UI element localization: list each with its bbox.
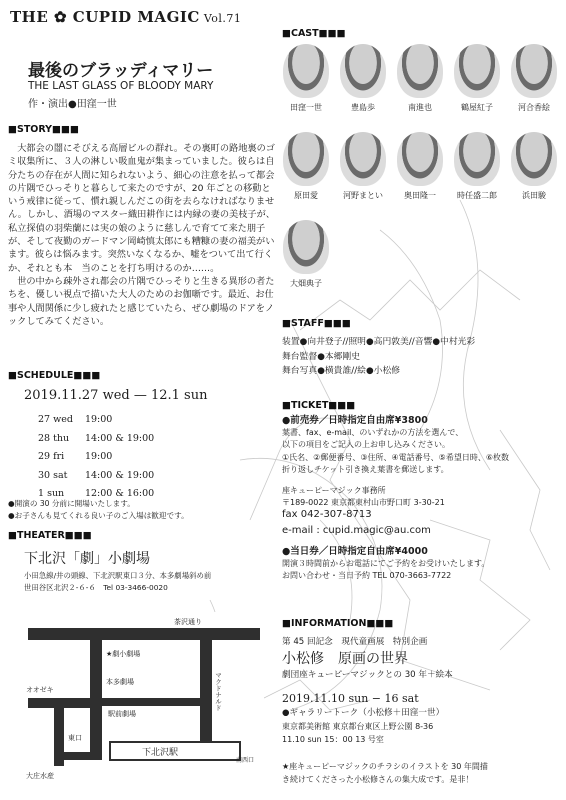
- staff-line: 装置●向井登子//照明●高円敦美//音響●中村光彩: [282, 337, 476, 347]
- theater-access: 小田急線/井の頭線、下北沢駅東口３分、本多劇場斜め前: [24, 571, 212, 580]
- cast-name: 大畑典子: [290, 279, 322, 288]
- ticket-door-text: 開演３時間前からお電話にてご予約をお受けいたします。: [282, 559, 490, 569]
- schedule-day: 28 thu: [38, 432, 70, 444]
- map-road: [102, 698, 200, 706]
- ticket-address: 〒189-0022 東京都東村山市野口町 3-30-21: [282, 498, 445, 508]
- info-subtitle: 第 45 回記念 現代童画展 特別企画: [282, 637, 428, 647]
- map-label-ekimae: 駅前劇場: [108, 710, 136, 718]
- map-label-minami: 南西口: [236, 757, 255, 764]
- ticket-advance-text: 葉書、fax、e-mail、のいずれかの方法を選んで、: [282, 428, 464, 438]
- ticket-door-contact: お問い合わせ・当日予約 TEL 070-3663-7722: [282, 571, 452, 581]
- cast-photo: [397, 132, 443, 186]
- story-heading: ■STORY■■■: [8, 124, 79, 135]
- map-label-oguchi: 大庄水産: [26, 772, 54, 780]
- schedule-notes: [8, 498, 189, 522]
- cast-member: [449, 44, 505, 113]
- map-label-street: 茶沢通り: [174, 618, 202, 626]
- cast-name: 河野まとい: [343, 191, 383, 200]
- map-label-higashi: 東口: [68, 734, 82, 742]
- map-label-venue: ★劇小劇場: [106, 650, 141, 658]
- schedule-row: [38, 412, 164, 429]
- map-road: [28, 628, 260, 640]
- access-map: [24, 612, 264, 790]
- info-note: き続けてくださった小松修さんの集大成です。是非！: [282, 775, 474, 784]
- map-label-station: 下北沢駅: [142, 748, 179, 758]
- cast-member: [278, 220, 334, 289]
- info-venue: 東京都美術館 東京都台東区上野公園 8-36: [282, 722, 434, 731]
- story-text: [8, 142, 276, 328]
- cast-name: 豊島歩: [351, 103, 375, 112]
- map-label-mcd: マクドナルド: [214, 672, 222, 711]
- cast-photo: [283, 220, 329, 274]
- schedule-times: 19:00: [84, 414, 113, 425]
- cast-member: [335, 132, 391, 201]
- map-road: [54, 708, 64, 766]
- staff-line: 舞台写真●横貴誰//絵●小松修: [282, 366, 401, 377]
- schedule-heading: ■SCHEDULE■■■: [8, 370, 101, 381]
- cast-member: [449, 132, 505, 201]
- ticket-advance-text: 折り返しチケット引き換え葉書を郵送します。: [282, 464, 449, 474]
- info-dates: 2019.11.10 sun − 16 sat: [282, 692, 419, 705]
- schedule-day: 27 wed: [38, 414, 73, 425]
- map-road: [28, 698, 90, 708]
- cast-photo: [283, 44, 329, 98]
- theater-name: 下北沢「劇」小劇場: [24, 551, 150, 567]
- staff-line: 舞台監督●本郷剛史: [282, 351, 361, 362]
- ticket-org: 座キューピーマジック事務所: [282, 486, 386, 496]
- play-title-en: THE LAST GLASS OF BLOODY MARY: [28, 80, 214, 92]
- schedule-times: 14:00 & 19:00: [84, 469, 155, 481]
- info-exhibit-title: 小松修 原画の世界: [282, 651, 408, 667]
- map-road: [64, 752, 90, 760]
- theater-info: [24, 570, 211, 593]
- info-gallery-talk: ●ギャラリートーク（小松修＋田窪一世）: [282, 708, 445, 718]
- cast-photo: [283, 132, 329, 186]
- ticket-advance-text: 以下の項目をご記入の上お申し込みください。: [282, 440, 450, 450]
- schedule-note: ●お子さんも見てくれる良い子のご入場は歓迎です。: [8, 511, 189, 520]
- cast-member: [278, 132, 334, 201]
- cast-photo: [454, 44, 500, 98]
- cast-name: 南進也: [408, 103, 432, 112]
- map-road: [90, 640, 102, 760]
- play-title-ja: 最後のブラッディマリー: [28, 61, 214, 81]
- schedule-day: 30 sat: [38, 469, 68, 481]
- story-paragraph: 大都会の闇にそびえる高層ビルの群れ。その裏町の路地裏のゴミ収集所に、３人の淋しい吸血鬼が集まっていました。彼らは自分たちの存在が人間に知られないよう、細心の注意を払って都会の片隅でひっそりと暮らして来たのですが、20 年ごとの移動という戒律に従って、慣れ親しんだこの街を去らなければなりません。しかし、酒場のマスター織田耕作には内縁の妻の美枝子が、私立探偵の羽柴蘭には実の娘のように慈しんで育てて来た朋子が、そして夜勤のガードマン岡崎慎太郎にも糟糠の妻の福美がいます。彼らは悩みます。突然いなくなるか、嘘をついて出て行くか、それとも本 当のことを打ち明けるのか……。: [8, 143, 275, 274]
- cast-photo: [454, 132, 500, 186]
- ticket-door-title: ●当日券／日時指定自由席¥4000: [282, 545, 428, 557]
- theater-address: 世田谷区北沢２-６-６ Tel 03-3466-0020: [24, 582, 168, 592]
- schedule-times: 19:00: [84, 451, 113, 463]
- staff-list: [282, 335, 475, 379]
- story-paragraph: 世の中から疎外され都会の片隅でひっそりと生きる異形の者たちを、優しい視点で描いた大人のためのお伽噺です。最近、お仕事や人間関係に少し疲れたと感じていたら、ぜひ劇場のドアをノックしてみてください。: [8, 275, 275, 327]
- schedule-times: 12:00 & 16:00: [84, 488, 155, 500]
- schedule-range: 2019.11.27 wed — 12.1 sun: [24, 388, 208, 403]
- ticket-heading: ■TICKET■■■: [282, 400, 356, 411]
- cast-photo: [511, 132, 557, 186]
- info-subtitle-2: 劇団座キューピーマジックとの 30 年＋絵本: [282, 670, 453, 680]
- schedule-row: [38, 431, 164, 448]
- brand-masthead: [10, 8, 241, 26]
- cast-member: [392, 44, 448, 113]
- cast-name: 浜田駿: [522, 191, 546, 200]
- schedule-row: [38, 449, 164, 466]
- map-label-ozeki: オオゼキ: [26, 686, 54, 694]
- schedule-table: [36, 410, 166, 505]
- ticket-email: e-mail : cupid.magic@au.com: [282, 524, 431, 536]
- cast-photo: [340, 44, 386, 98]
- volume-label: Vol.71: [203, 12, 242, 25]
- info-note: ★座キューピーマジックのチラシのイラストを 30 年間描: [282, 762, 488, 771]
- cast-member: [506, 44, 562, 113]
- ticket-info: [282, 415, 562, 582]
- information-heading: ■INFORMATION■■■: [282, 618, 394, 629]
- schedule-day: 1 sun: [38, 488, 65, 500]
- staff-heading: ■STAFF■■■: [282, 318, 351, 329]
- theater-heading: ■THEATER■■■: [8, 530, 92, 541]
- ticket-fax: fax 042-307-8713: [282, 509, 372, 521]
- ticket-advance-title: ●前売券／日時指定自由席¥3800: [282, 415, 428, 426]
- schedule-day: 29 fri: [38, 451, 65, 463]
- schedule-times: 14:00 & 19:00: [84, 432, 155, 444]
- cast-name: 河合香絵: [518, 103, 550, 112]
- cast-name: 鶴屋紅子: [461, 103, 493, 112]
- brand-title: THE ✿ CUPID MAGIC: [10, 8, 200, 26]
- cast-photo: [511, 44, 557, 98]
- cast-member: [392, 132, 448, 201]
- cast-heading: ■CAST■■■: [282, 28, 346, 39]
- map-label-honda: 本多劇場: [106, 678, 134, 686]
- information-block: [282, 636, 562, 786]
- schedule-row: [38, 468, 164, 485]
- cast-name: 時任盛二郎: [457, 191, 497, 200]
- cast-name: 田窪一世: [290, 103, 322, 112]
- cast-name: 原田愛: [294, 191, 318, 200]
- cast-photo: [340, 132, 386, 186]
- cast-member: [506, 132, 562, 201]
- info-time: 11.10 sun 15：00 13 号室: [282, 735, 384, 744]
- cast-name: 奥田隆一: [404, 191, 436, 200]
- cast-member: [335, 44, 391, 113]
- schedule-note: ●開演の 30 分前に開場いたします。: [8, 499, 135, 508]
- ticket-advance-text: ①氏名、②郵便番号、③住所、④電話番号、⑤希望日時、⑥枚数: [282, 452, 510, 462]
- play-credit: 作・演出●田窪一世: [28, 99, 117, 110]
- cast-member: [278, 44, 334, 113]
- cast-photo: [397, 44, 443, 98]
